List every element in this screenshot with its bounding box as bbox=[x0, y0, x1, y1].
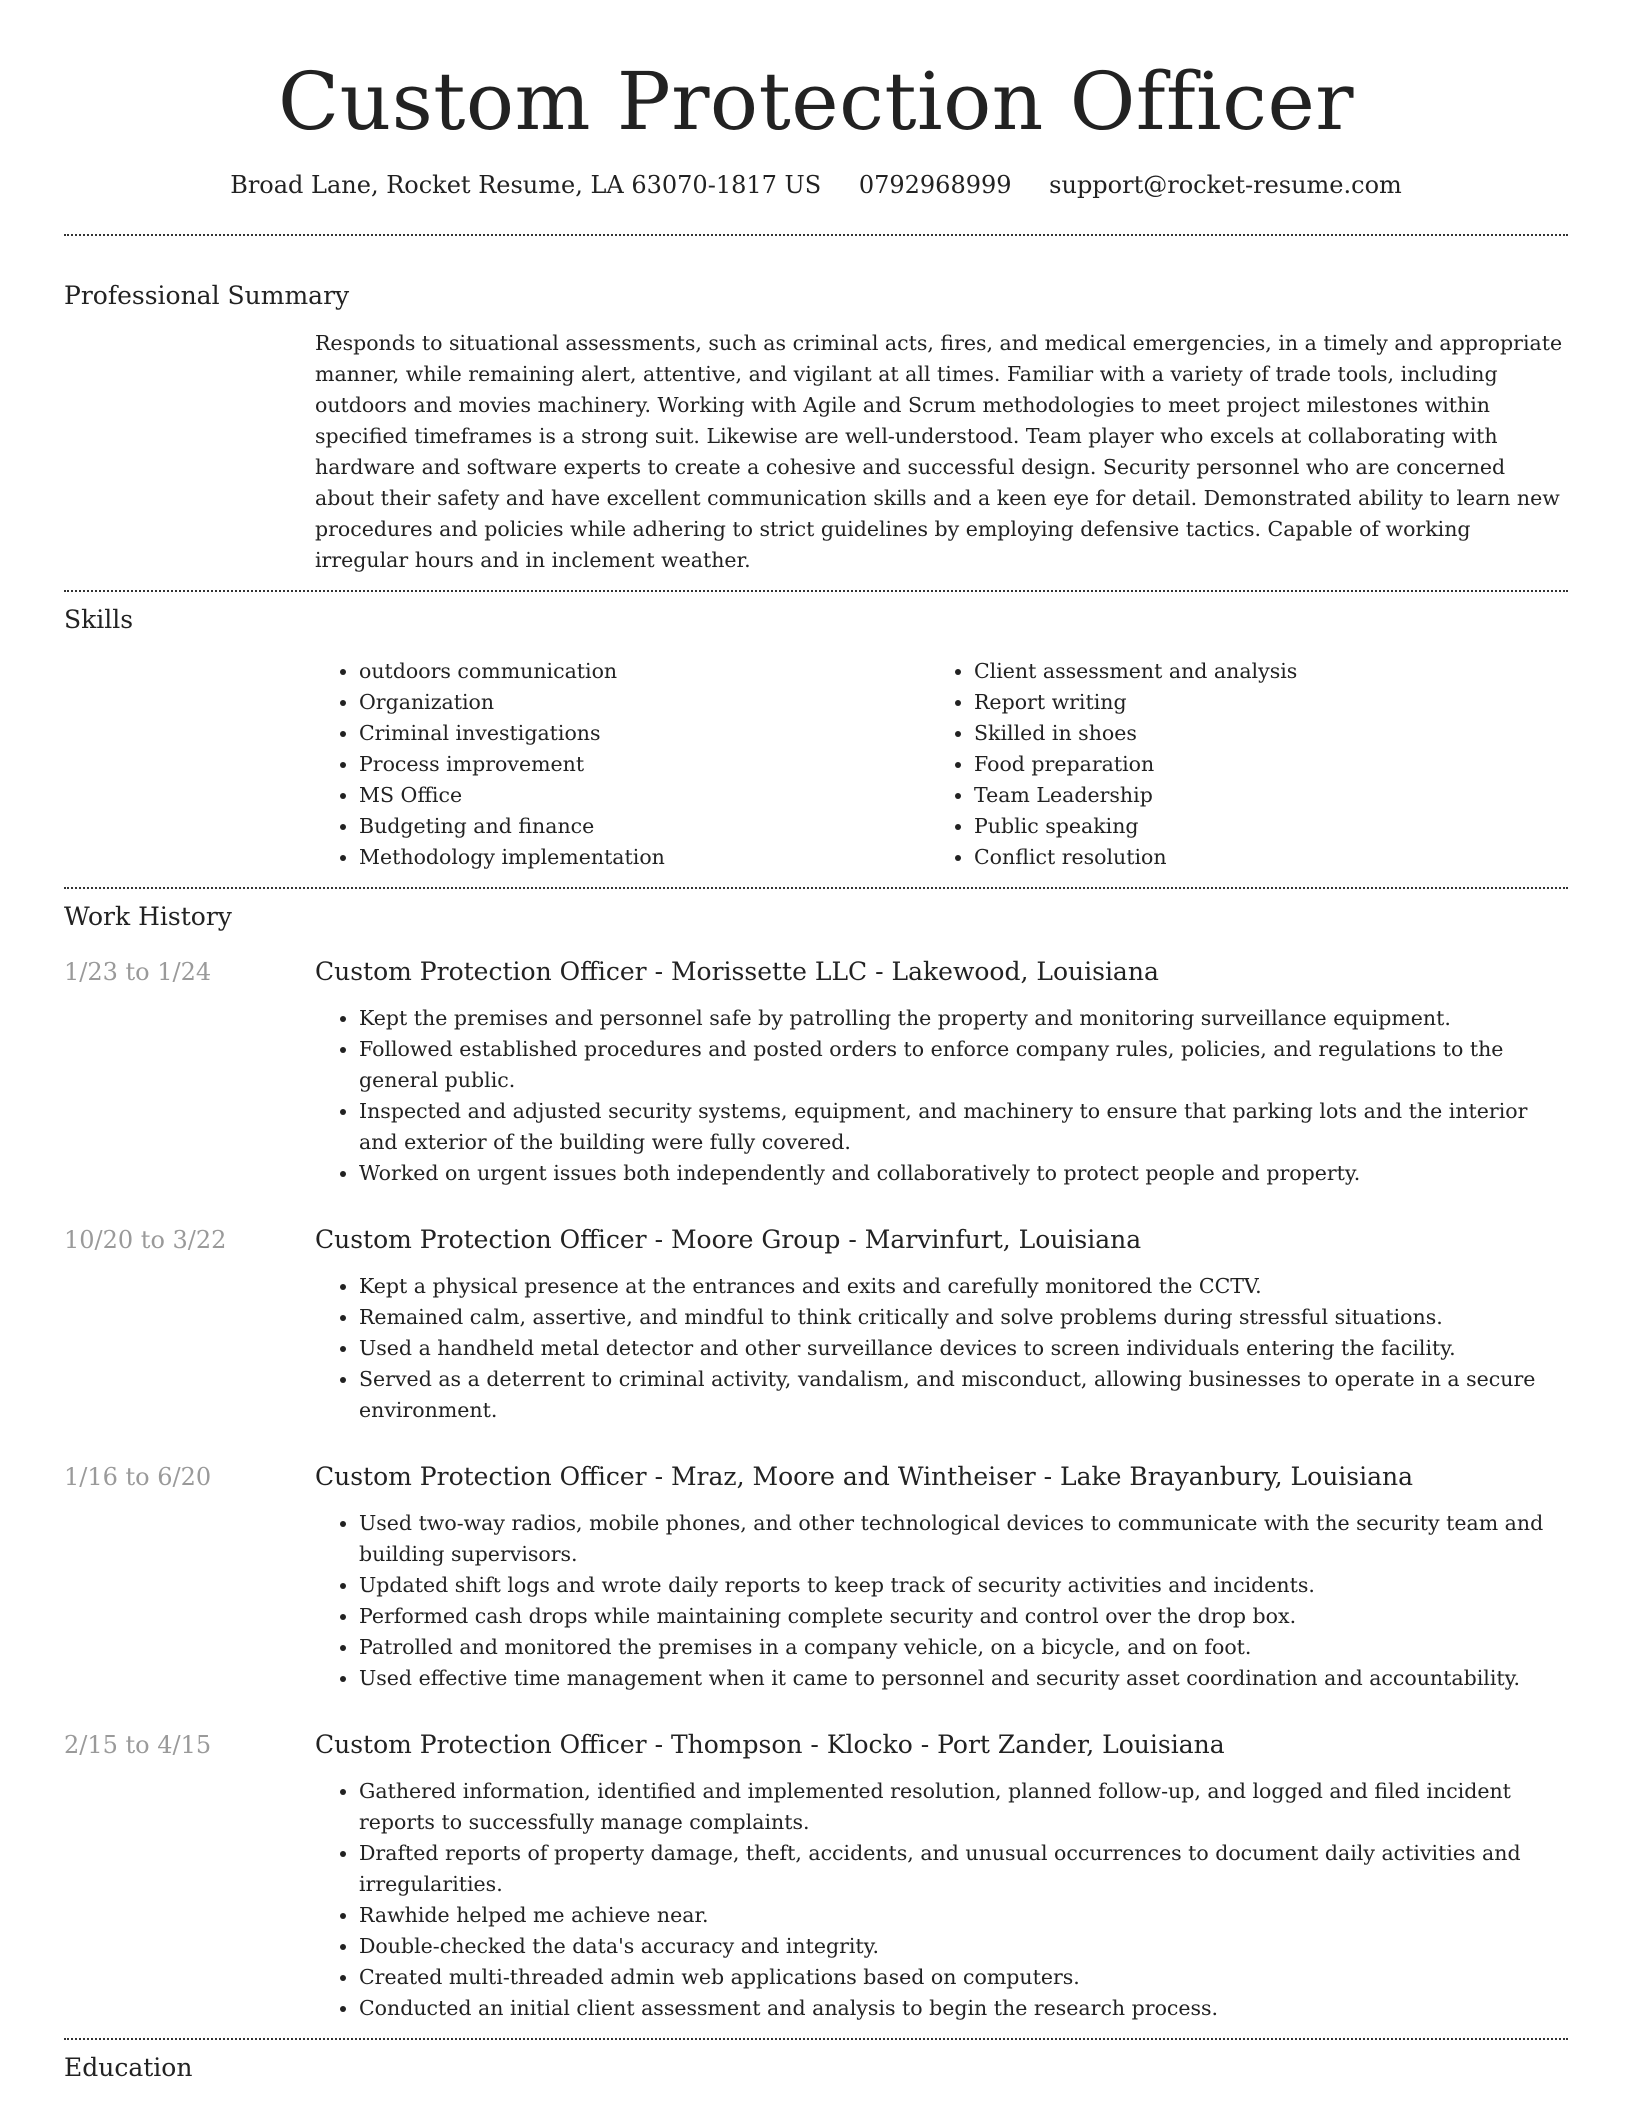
skill-item: • Criminal investigations bbox=[359, 718, 930, 749]
skill-item: • Report writing bbox=[974, 687, 1545, 718]
job-bullet: • Inspected and adjusted security systems, equipment, and machinery to ensure that parking lots and the interior and exterior of the building were fully covered. bbox=[359, 1096, 1568, 1158]
skill-item: • Skilled in shoes bbox=[974, 718, 1545, 749]
skill-item: • Budgeting and finance bbox=[359, 811, 930, 842]
job-bullet: • Worked on urgent issues both independently and collaboratively to protect people and property. bbox=[359, 1158, 1568, 1189]
job-bullet: • Performed cash drops while maintaining complete security and control over the drop box. bbox=[359, 1601, 1568, 1632]
job-dates: 1/23 to 1/24 bbox=[64, 958, 212, 986]
job-bullets bbox=[315, 1776, 1568, 2024]
job-bullets bbox=[315, 1271, 1568, 1426]
job-bullet: • Conducted an initial client assessment and analysis to begin the research process. bbox=[359, 1993, 1568, 2024]
summary-text: Responds to situational assessments, such as criminal acts, fires, and medical emergencies, in a timely and appropriate manner, while remaining alert, attentive, and vigilant at all times. Familiar with a variety of trade tools, including outdoors and movies machinery. Working with Agile and Scrum methodologies to meet project milestones within specified timeframes is a strong suit. Likewise are well-understood. Team player who excels at collaborating with hardware and software experts to create a cohesive and successful design. Security personnel who are concerned about their safety and have excellent communication skills and a keen eye for detail. Demonstrated ability to learn new procedures and policies while adhering to strict guidelines by employing defensive tactics. Capable of working irregular hours and in inclement weather. bbox=[315, 331, 1563, 572]
job-bullet: • Used a handheld metal detector and other surveillance devices to screen individuals entering the facility. bbox=[359, 1333, 1568, 1364]
skill-item: • MS Office bbox=[359, 780, 930, 811]
job-dates: 10/20 to 3/22 bbox=[64, 1226, 227, 1254]
job-title: Custom Protection Officer - Mraz, Moore and Wintheiser - Lake Brayanbury, Louisiana bbox=[315, 1462, 1414, 1491]
skill-item: • Team Leadership bbox=[974, 780, 1545, 811]
section-title: Work History bbox=[64, 902, 232, 931]
section-title: Education bbox=[64, 2053, 193, 2082]
job-bullet: • Drafted reports of property damage, theft, accidents, and unusual occurrences to document daily activities and irregularities. bbox=[359, 1838, 1568, 1900]
contact-address: Broad Lane, Rocket Resume, LA 63070-1817 US bbox=[230, 171, 822, 199]
job-title: Custom Protection Officer - Morissette LLC - Lakewood, Louisiana bbox=[315, 957, 1159, 986]
professional-summary-section bbox=[64, 236, 1568, 590]
job-bullet: • Used effective time management when it came to personnel and security asset coordination and accountability. bbox=[359, 1663, 1568, 1694]
job-bullet: • Kept a physical presence at the entrances and exits and carefully monitored the CCTV. bbox=[359, 1271, 1568, 1302]
section-title: Professional Summary bbox=[64, 281, 350, 310]
job-entry bbox=[64, 957, 1568, 1189]
contact-line bbox=[64, 170, 1568, 200]
skill-item: • Client assessment and analysis bbox=[974, 656, 1545, 687]
job-bullet: • Updated shift logs and wrote daily reports to keep track of security activities and incidents. bbox=[359, 1570, 1568, 1601]
contact-phone: 0792968999 bbox=[858, 171, 1012, 199]
job-bullet: • Followed established procedures and posted orders to enforce company rules, policies, and regulations to the general public. bbox=[359, 1034, 1568, 1096]
skill-item: • Methodology implementation bbox=[359, 842, 930, 873]
job-title: Custom Protection Officer - Moore Group - Marvinfurt, Louisiana bbox=[315, 1225, 1142, 1254]
skill-item: • Organization bbox=[359, 687, 930, 718]
job-bullet: • Double-checked the data's accuracy and integrity. bbox=[359, 1931, 1568, 1962]
job-entry bbox=[64, 1225, 1568, 1426]
contact-email: support@rocket-resume.com bbox=[1049, 171, 1402, 199]
job-dates: 1/16 to 6/20 bbox=[64, 1463, 212, 1491]
job-bullet: • Kept the premises and personnel safe by patrolling the property and monitoring surveillance equipment. bbox=[359, 1003, 1568, 1034]
job-bullet: • Created multi-threaded admin web applications based on computers. bbox=[359, 1962, 1568, 1993]
skill-item: • Food preparation bbox=[974, 749, 1545, 780]
job-bullet: • Remained calm, assertive, and mindful to think critically and solve problems during stressful situations. bbox=[359, 1302, 1568, 1333]
skill-item: • Public speaking bbox=[974, 811, 1545, 842]
job-dates: 2/15 to 4/15 bbox=[64, 1731, 212, 1759]
resume-name: Custom Protection Officer bbox=[277, 55, 1355, 148]
job-bullet: • Patrolled and monitored the premises in a company vehicle, on a bicycle, and on foot. bbox=[359, 1632, 1568, 1663]
job-bullets bbox=[315, 1508, 1568, 1694]
job-bullet: • Used two-way radios, mobile phones, and other technological devices to communicate with the security team and building supervisors. bbox=[359, 1508, 1568, 1570]
skill-item: • outdoors communication bbox=[359, 656, 930, 687]
resume-page bbox=[64, 0, 1568, 2084]
job-bullet: • Gathered information, identified and implemented resolution, planned follow-up, and logged and filed incident reports to successfully manage complaints. bbox=[359, 1776, 1568, 1838]
section-title: Skills bbox=[64, 605, 134, 634]
job-entry bbox=[64, 1730, 1568, 2024]
skills-list-right bbox=[930, 656, 1545, 873]
skills-section bbox=[64, 592, 1568, 887]
skills-columns bbox=[315, 656, 1568, 887]
job-bullets bbox=[315, 1003, 1568, 1189]
job-bullet: • Rawhide helped me achieve near. bbox=[359, 1900, 1568, 1931]
skill-item: • Conflict resolution bbox=[974, 842, 1545, 873]
work-history-section bbox=[64, 889, 1568, 2038]
job-title: Custom Protection Officer - Thompson - Klocko - Port Zander, Louisiana bbox=[315, 1730, 1225, 1759]
job-bullet: • Served as a deterrent to criminal activity, vandalism, and misconduct, allowing businesses to operate in a secure environment. bbox=[359, 1364, 1568, 1426]
job-entry bbox=[64, 1462, 1568, 1694]
skills-list-left bbox=[315, 656, 930, 873]
education-section bbox=[64, 2040, 1568, 2084]
skill-item: • Process improvement bbox=[359, 749, 930, 780]
